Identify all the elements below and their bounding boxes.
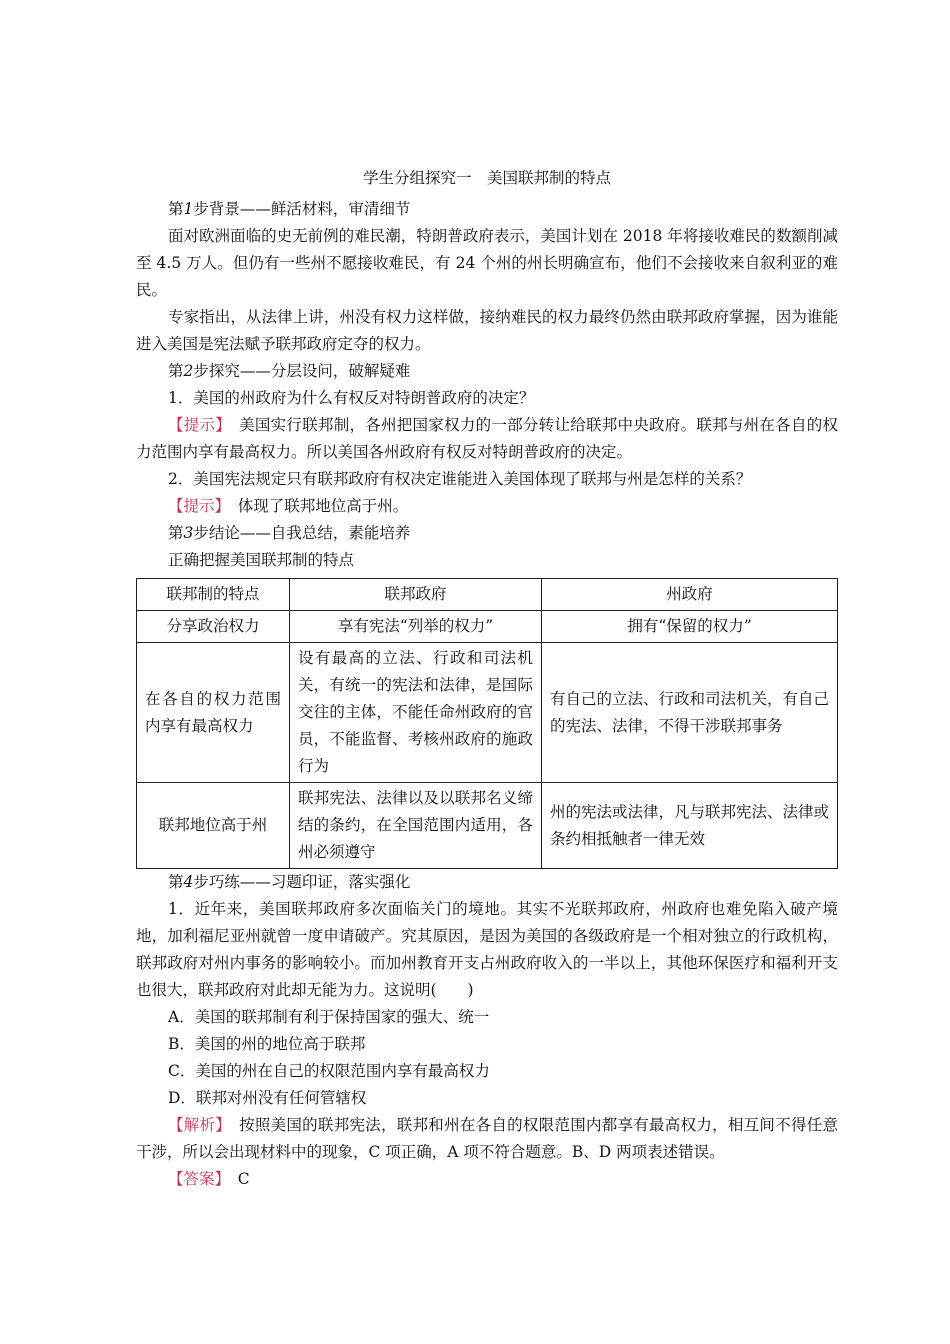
table-cell: 拥有“保留的权力” (542, 611, 838, 643)
step-2-heading: 第2步探究——分层设问，破解疑难 (168, 362, 411, 380)
answer: 【答案】 C (168, 1170, 250, 1188)
step-1-heading: 第1步背景——鲜活材料，审清细节 (168, 200, 411, 218)
table-row (137, 783, 838, 869)
table-cell: 联邦宪法、法律以及以联邦名义缔结的条约，在全国范围内适用，各州必须遵守 (290, 783, 542, 869)
table-row (137, 643, 838, 783)
step-3-heading: 第3步结论——自我总结，素能培养 (168, 524, 411, 542)
hint-2: 【提示】 体现了联邦地位高于州。 (168, 497, 409, 515)
table-header-cell: 联邦政府 (290, 579, 542, 611)
step-4-heading: 第4步巧练——习题印证，落实强化 (168, 873, 411, 891)
table-cell: 有自己的立法、行政和司法机关，有自己的宪法、法律，不得干涉联邦事务 (542, 643, 838, 783)
table-cell: 设有最高的立法、行政和司法机关，有统一的宪法和法律，是国际交往的主体，不能任命州政府的官员，不能监督、考核州政府的施政行为 (290, 643, 542, 783)
table-cell: 分享政治权力 (137, 611, 290, 643)
question-2: 2．美国宪法规定只有联邦政府有权决定谁能进入美国体现了联邦与州是怎样的关系？ (168, 470, 752, 488)
table-header-row (137, 579, 838, 611)
hint-tag: 【提示】 (168, 497, 223, 515)
exercise-stem: 1．近年来，美国联邦政府多次面临关门的境地。其实不光联邦政府，州政府也难免陷入破产境地，加利福尼亚州就曾一度申请破产。究其原因，是因为美国的各级政府是一个相对独立的行政机构，联邦政府对州内事务的影响较小。而加州教育开支占州政府收入的一半以上，其他环保医疗和福利开支也很大，联邦政府对此却无能为力。这说明( ) (136, 900, 838, 999)
table-header-cell: 联邦制的特点 (137, 579, 290, 611)
hint-1: 【提示】 美国实行联邦制，各州把国家权力的一部分转让给联邦中央政府。联邦与州在各自的权力范围内享有最高权力。所以美国各州政府有权反对特朗普政府的决定。 (136, 416, 838, 461)
answer-tag: 【答案】 (168, 1170, 223, 1188)
section-title: 学生分组探究一 美国联邦制的特点 (362, 169, 611, 187)
federalism-table (136, 578, 838, 869)
material-paragraph-2: 专家指出，从法律上讲，州没有权力这样做，接纳难民的权力最终仍然由联邦政府掌握，因为谁能进入美国是宪法赋予联邦政府定夺的权力。 (136, 308, 838, 353)
table-intro: 正确把握美国联邦制的特点 (168, 551, 355, 569)
hint-tag: 【提示】 (168, 416, 224, 434)
analysis: 【解析】 按照美国的联邦宪法，联邦和州在各自的权限范围内都享有最高权力，相互间不得任意干涉，所以会出现材料中的现象，C 项正确，A 项不符合题意。B、D 两项表述错误。 (136, 1116, 838, 1161)
analysis-tag: 【解析】 (168, 1116, 224, 1134)
table-row (137, 611, 838, 643)
table-cell: 联邦地位高于州 (137, 783, 290, 869)
table-cell: 在各自的权力范围内享有最高权力 (137, 643, 290, 783)
option-a: A．美国的联邦制有利于保持国家的强大、统一 (168, 1008, 490, 1026)
table-cell: 州的宪法或法律，凡与联邦宪法、法律或条约相抵触者一律无效 (542, 783, 838, 869)
table-cell: 享有宪法“列举的权力” (290, 611, 542, 643)
option-b: B．美国的州的地位高于联邦 (168, 1035, 366, 1053)
document-page (136, 165, 838, 1193)
question-1: 1．美国的州政府为什么有权反对特朗普政府的决定？ (168, 389, 535, 407)
material-paragraph-1: 面对欧洲面临的史无前例的难民潮，特朗普政府表示，美国计划在 2018 年将接收难民的数额削减至 4.5 万人。但仍有一些州不愿接收难民，有 24 个州的州长明确宣布，他们不会接收来自叙利亚的难民。 (136, 227, 838, 299)
option-d: D．联邦对州没有任何管辖权 (168, 1089, 367, 1107)
table-header-cell: 州政府 (542, 579, 838, 611)
option-c: C．美国的州在自己的权限范围内享有最高权力 (168, 1062, 490, 1080)
